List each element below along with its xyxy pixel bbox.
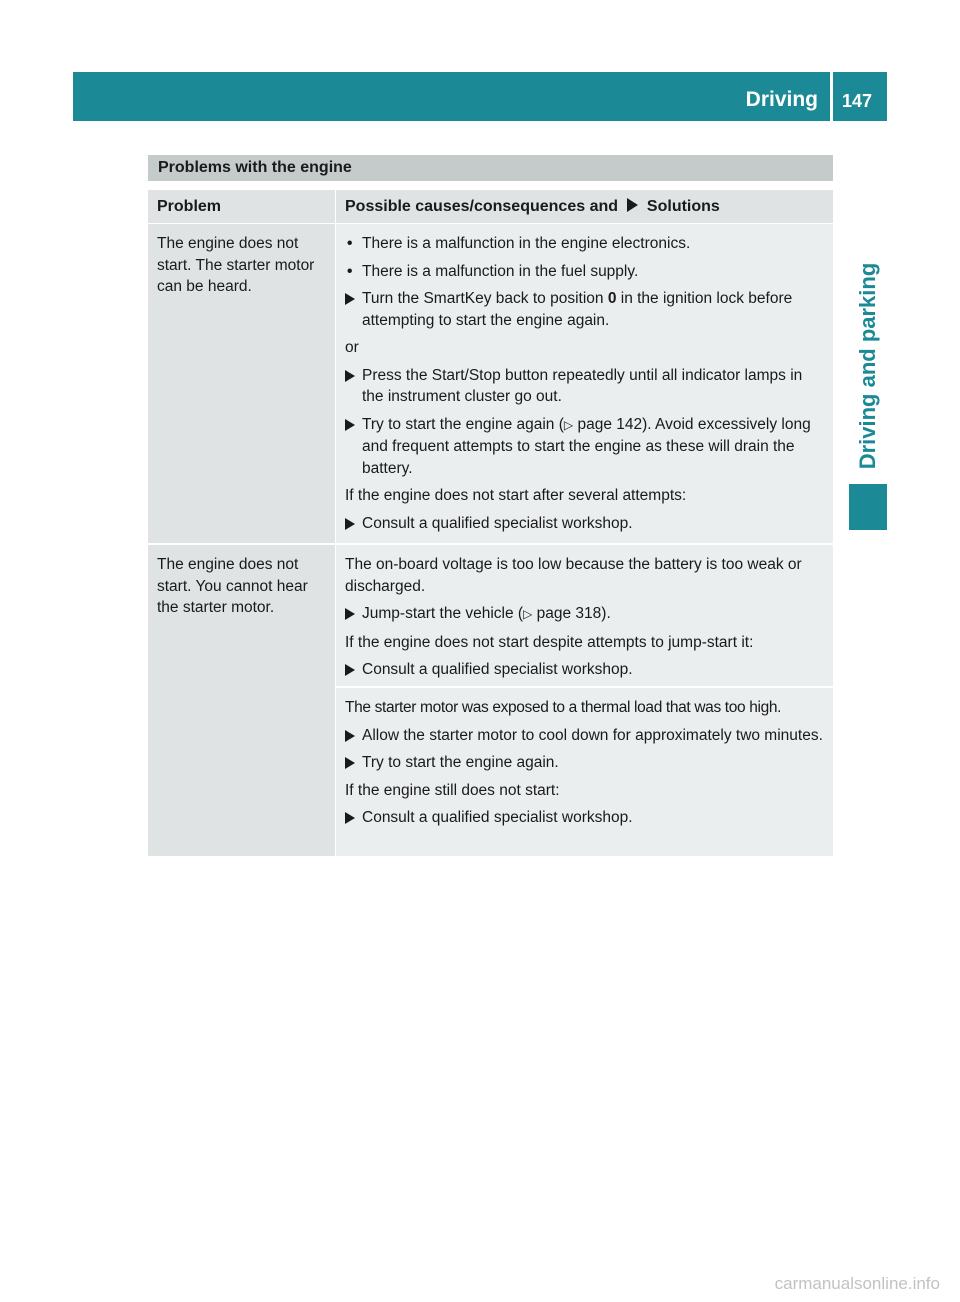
arrow-right-icon [345,812,355,824]
arrow-right-icon [345,608,355,620]
cause-item: • There is a malfunction in the fuel supply. [345,261,827,283]
step-item: Consult a qualified specialist workshop. [345,807,827,829]
step-item: Consult a qualified specialist workshop. [345,513,827,535]
note-text: If the engine does not start despite attempts to jump-start it: [345,633,754,651]
note-text: If the engine does not start after several attempts: [345,487,687,504]
table-row-2-problem: The engine does not start. You cannot hear the starter motor. [148,545,335,856]
arrow-right-icon [345,518,355,530]
note-text: If the engine still does not start: [345,781,560,799]
footer-watermark: carmanualsonline.info [774,1274,940,1293]
arrow-right-icon [345,757,355,769]
table-row-1-problem: The engine does not start. The starter motor can be heard. [148,224,335,543]
column-header-solutions [336,190,833,223]
page-reference[interactable]: page 142 [577,415,643,433]
step-item: Allow the starter motor to cool down for approximately two minutes. [345,725,827,747]
table-row-1-solution [336,224,833,543]
table-row-2-solution-a [336,545,833,686]
step-item: Jump-start the vehicle (▷ page 318). [345,603,827,626]
cause-text: The on-board voltage is too low because the battery is too weak or discharged. [345,556,802,595]
arrow-right-icon [345,370,355,382]
table-title: Problems with the engine [148,155,833,181]
arrow-right-icon [345,730,355,742]
cause-item: • There is a malfunction in the engine electronics. [345,233,827,255]
cause-text: The starter motor was exposed to a thermal load that was too high. [345,699,782,716]
side-tab-marker [849,484,887,530]
arrow-right-icon [626,198,639,212]
section-title: Driving [745,88,818,111]
step-item: Consult a qualified specialist workshop. [345,659,827,681]
step-item: Try to start the engine again (▷ page 142). Avoid excessively long and frequent attempts to start the engine as these will drain the battery. [345,414,827,480]
arrow-right-icon [345,419,355,431]
page-ref-icon: ▷ [563,417,574,432]
table-row-2-solution-b [336,688,833,856]
page-reference[interactable]: page 318 [536,605,602,622]
column-header-problem: Problem [148,190,335,223]
header-divider [830,72,833,121]
column-header-causes-label: Possible causes/consequences and [345,198,619,215]
arrow-right-icon [345,293,355,305]
step-item: Turn the SmartKey back to position 0 in the ignition lock before attempting to start the engine again. [345,288,827,331]
arrow-right-icon [345,664,355,676]
step-item: Press the Start/Stop button repeatedly until all indicator lamps in the instrument cluster go out. [345,365,827,408]
page-ref-icon: ▷ [523,607,533,621]
side-tab-label: Driving and parking [855,262,880,470]
or-text: or [345,339,359,356]
step-item: Try to start the engine again. [345,752,827,774]
column-header-solutions-label: Solutions [646,198,720,215]
page-number: 147 [842,91,873,111]
